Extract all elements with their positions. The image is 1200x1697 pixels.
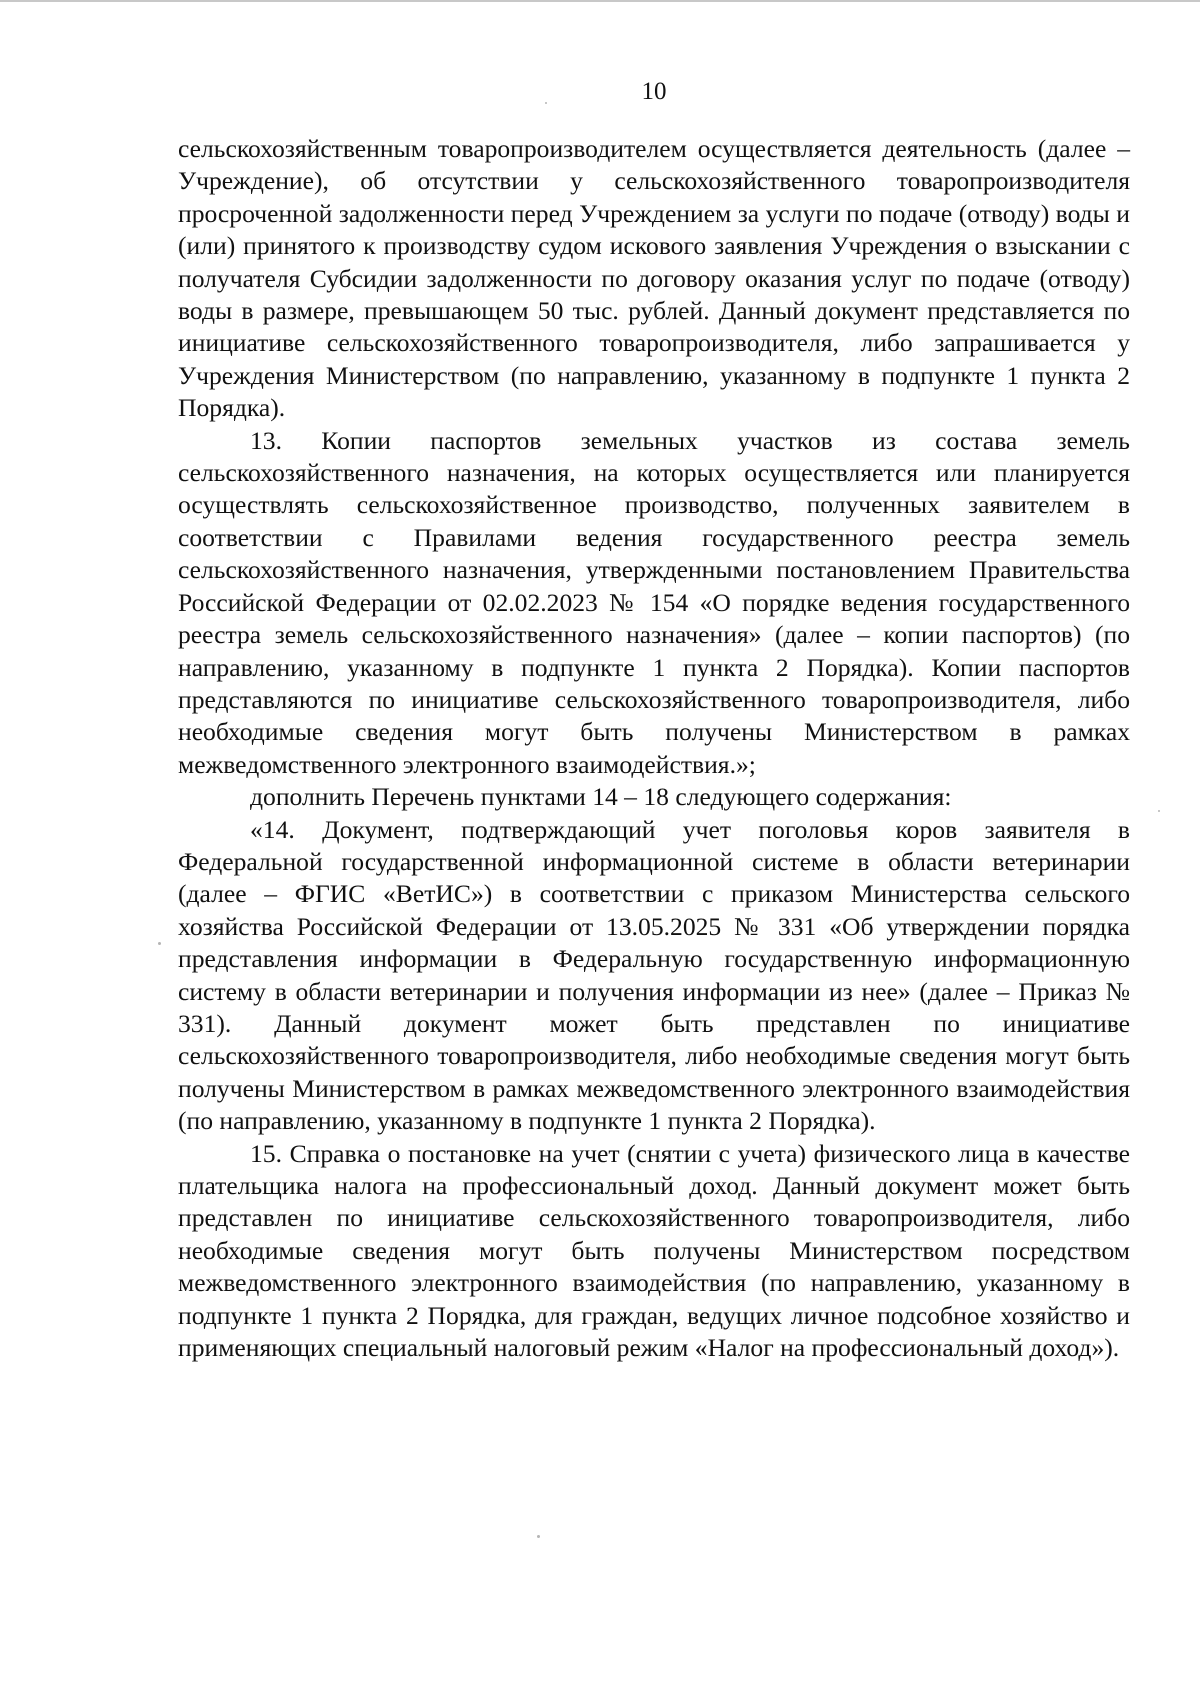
scan-speck xyxy=(158,942,161,945)
scan-speck xyxy=(1158,810,1160,812)
paragraph-item-15: 15. Справка о постановке на учет (снятии с учета) физического лица в качестве плательщика налога на профессиональный доход. Данный документ может быть представлен по инициативе сельскохозяйственного товаропроизводителя, либо необходимые сведения могут быть получены Министерством посредством межведомственного электронного взаимодействия (по направлению, указанному в подпункте 1 пункта 2 Порядка, для граждан, ведущих личное подсобное хозяйство и применяющих специальный налоговый режим «Налог на профессиональный доход»). xyxy=(178,1138,1130,1363)
paragraph-continuation: сельскохозяйственным товаропроизводителем осуществляется деятельность (далее – Учреждение), об отсутствии у сельскохозяйственного товаропроизводителя просроченной задолженности перед Учреждением за услуги по подаче (отводу) воды и (или) принятого к производству судом искового заявления Учреждения о взыскании с получателя Субсидии задолженности по договору оказания услуг по подаче (отводу) воды в размере, превышающем 50 тыс. рублей. Данный документ представляется по инициативе сельскохозяйственного товаропроизводителя, либо запрашивается у Учреждения Министерством (по направлению, указанному в подпункте 1 пункта 2 Порядка). xyxy=(178,134,1130,423)
scan-speck xyxy=(545,102,547,104)
scan-speck xyxy=(537,1535,540,1538)
paragraph-supplement: дополнить Перечень пунктами 14 – 18 следующего содержания: xyxy=(250,782,952,812)
paragraph-item-13: 13. Копии паспортов земельных участков из состава земель сельскохозяйственного назначения, на которых осуществляется или планируется осуществлять сельскохозяйственное производство, полученных заявителем в соответствии с Правилами ведения государственного реестра земель сельскохозяйственного назначения, утвержденными постановлением Правительства Российской Федерации от 02.02.2023 № 154 «О порядке ведения государственного реестра земель сельскохозяйственного назначения» (далее – копии паспортов) (по направлению, указанному в подпункте 1 пункта 2 Порядка). Копии паспортов представляются по инициативе сельскохозяйственного товаропроизводителя, либо необходимые сведения могут быть получены Министерством в рамках межведомственного электронного взаимодействия.»; xyxy=(178,425,1130,779)
page-number: 10 xyxy=(641,78,667,105)
document-body xyxy=(178,133,1130,1364)
paragraph-item-14: «14. Документ, подтверждающий учет поголовья коров заявителя в Федеральной государственной информационной системе в области ветеринарии (далее – ФГИС «ВетИС») в соответствии с приказом Министерства сельского хозяйства Российской Федерации от 13.05.2025 № 331 «Об утверждении порядка представления информации в Федеральную государственную информационную систему в области ветеринарии и получения информации из нее» (далее – Приказ № 331). Данный документ может быть представлен по инициативе сельскохозяйственного товаропроизводителя, либо необходимые сведения могут быть получены Министерством в рамках межведомственного электронного взаимодействия (по направлению, указанному в подпункте 1 пункта 2 Порядка). xyxy=(178,814,1130,1136)
